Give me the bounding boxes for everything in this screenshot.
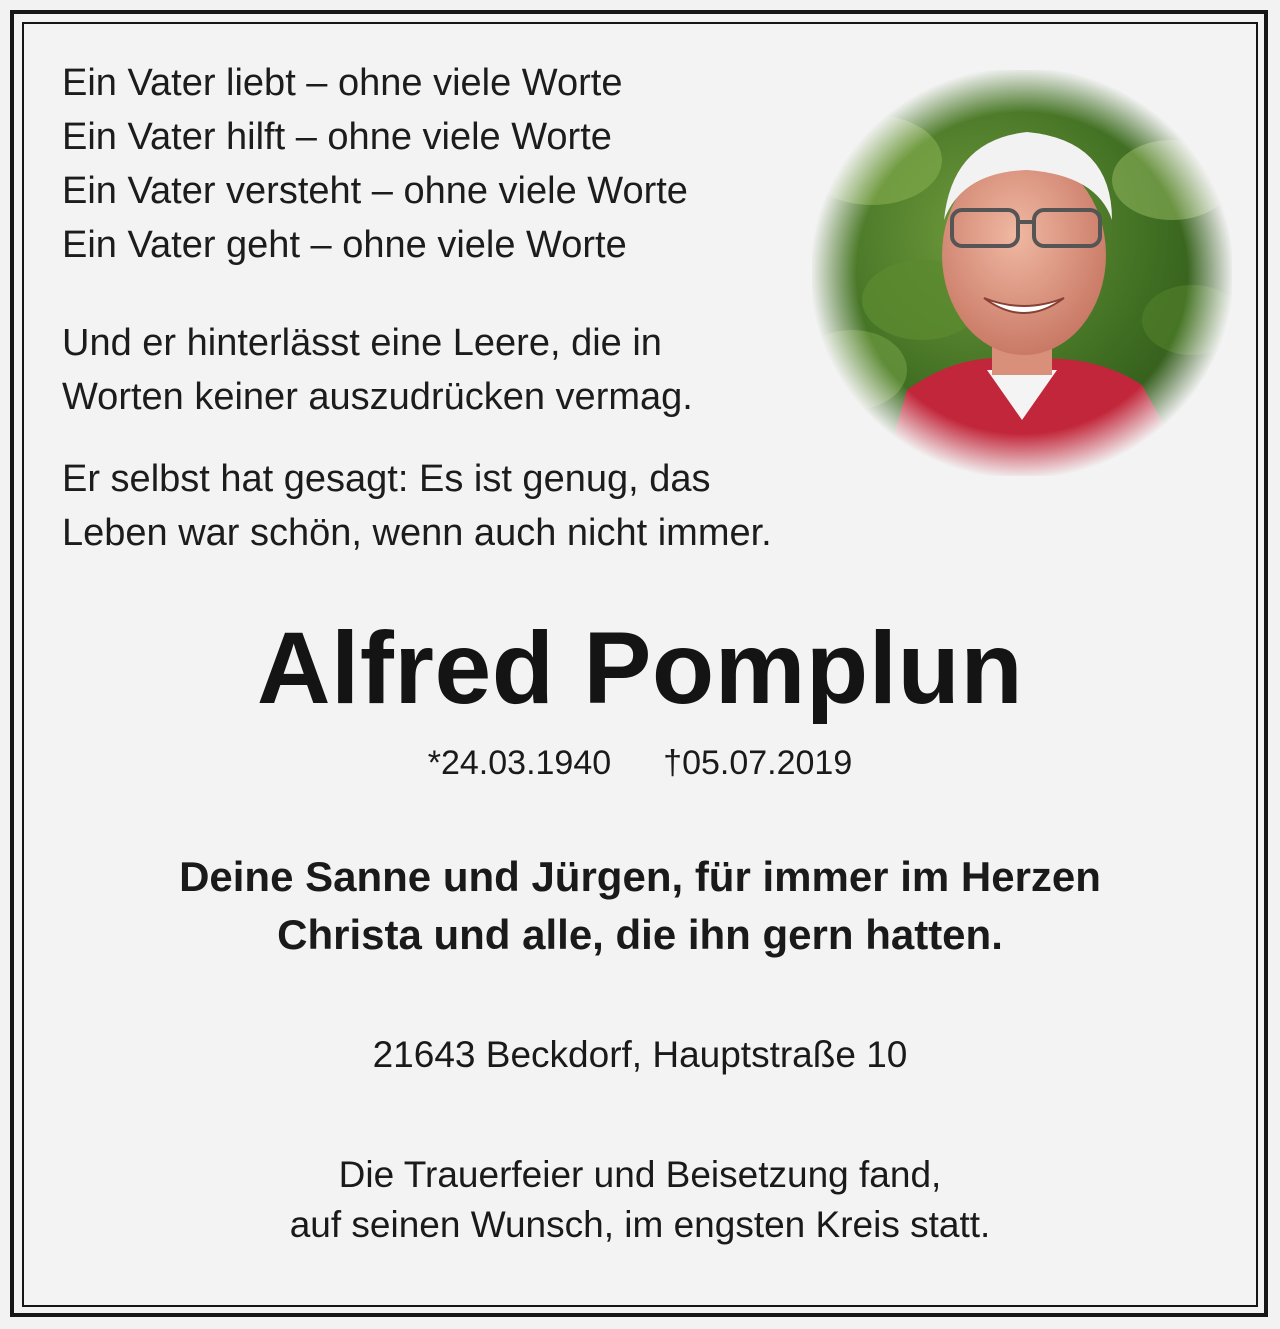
poem-line: Leben war schön, wenn auch nicht immer. [62, 512, 772, 554]
ceremony-line: Die Trauerfeier und Beisetzung fand, [338, 1154, 942, 1195]
birth-date: *24.03.1940 [427, 744, 612, 782]
address: 21643 Beckdorf, Hauptstraße 10 [372, 1034, 908, 1075]
poem-line: Er selbst hat gesagt: Es ist genug, das [62, 458, 711, 500]
family-signature [0, 848, 1280, 964]
poem-stanza-3 [62, 452, 822, 560]
ceremony-notice [0, 1150, 1280, 1250]
poem-line: Ein Vater liebt – ohne viele Worte [62, 62, 623, 104]
poem-stanza-2 [62, 316, 822, 424]
portrait-photo [812, 70, 1232, 476]
death-date: †05.07.2019 [663, 744, 853, 782]
family-line: Christa und alle, die ihn gern hatten. [277, 911, 1003, 958]
poem-line: Und er hinterlässt eine Leere, die in [62, 322, 662, 364]
family-line: Deine Sanne und Jürgen, für immer im Herzen [179, 853, 1101, 900]
life-dates [0, 740, 1280, 786]
poem-stanza-1 [62, 56, 822, 272]
poem-line: Ein Vater versteht – ohne viele Worte [62, 170, 688, 212]
ceremony-line: auf seinen Wunsch, im engsten Kreis statt. [289, 1204, 991, 1245]
poem-line: Worten keiner auszudrücken vermag. [62, 376, 693, 418]
poem-line: Ein Vater geht – ohne viele Worte [62, 224, 627, 266]
deceased-name: Alfred Pomplun [256, 611, 1024, 725]
poem-line: Ein Vater hilft – ohne viele Worte [62, 116, 612, 158]
